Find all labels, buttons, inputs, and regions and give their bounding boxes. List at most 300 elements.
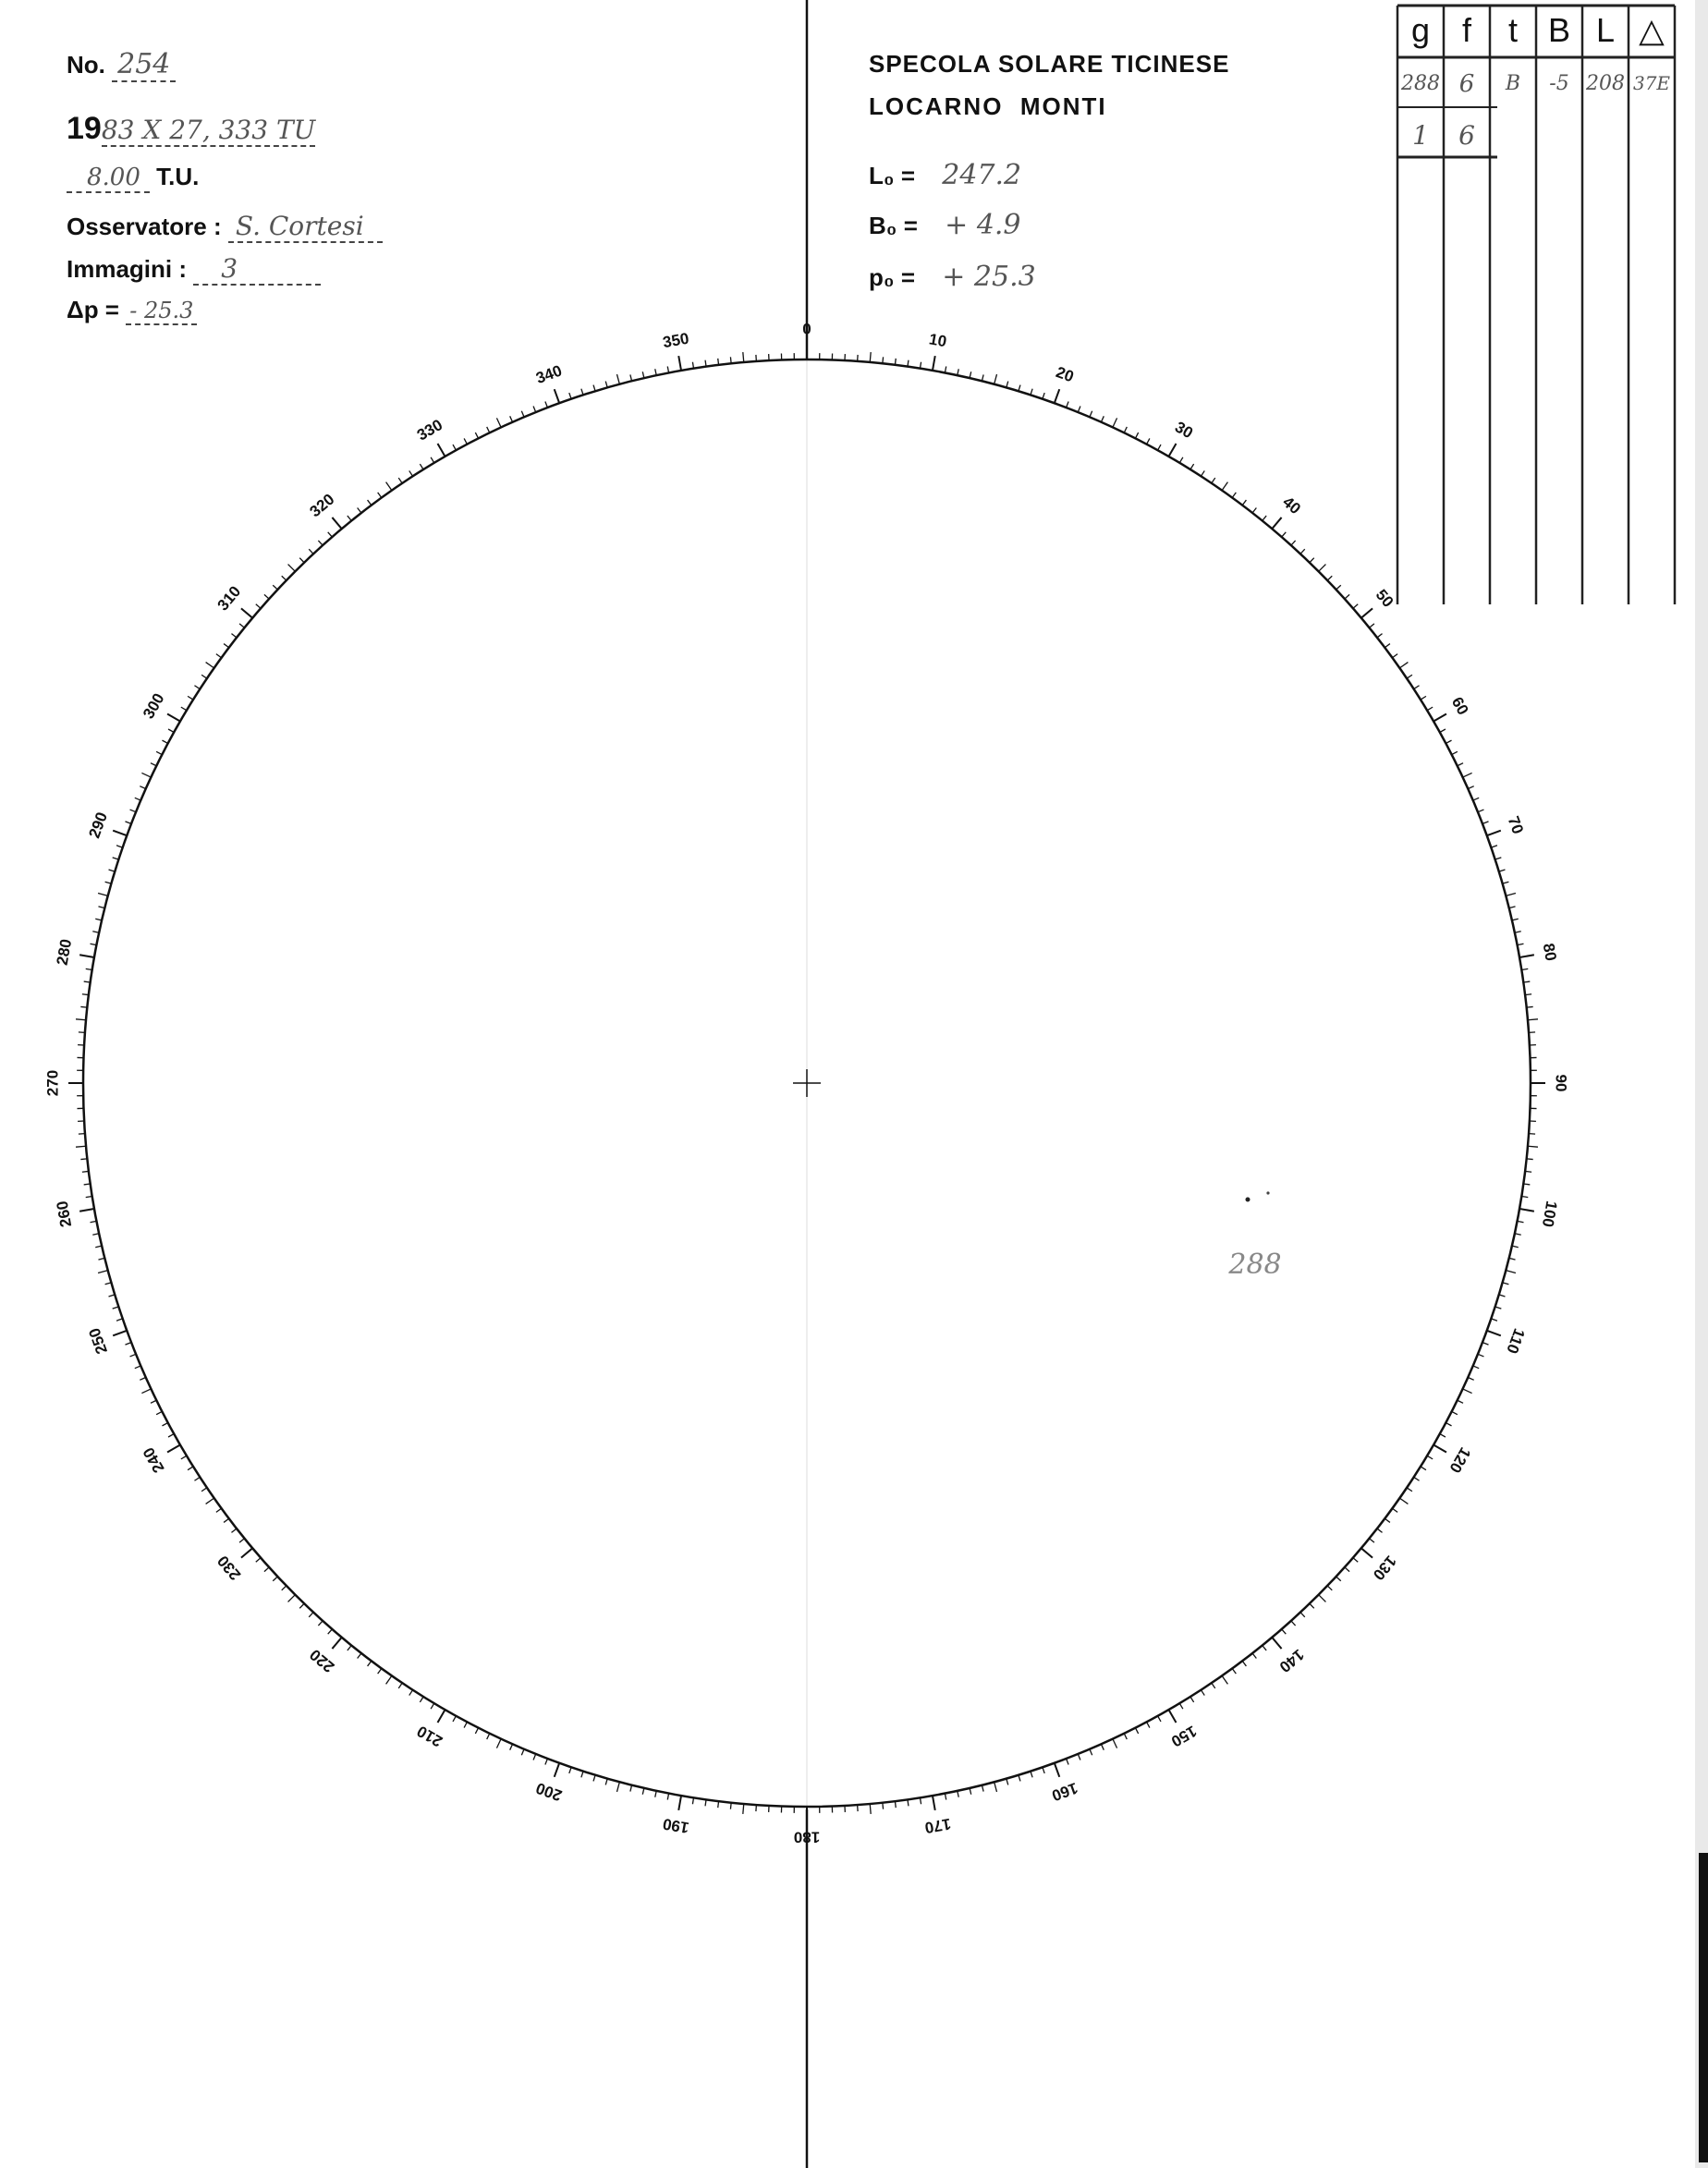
degree-tick xyxy=(1527,1159,1533,1160)
degree-tick xyxy=(496,1739,501,1748)
degree-tick xyxy=(895,359,896,365)
degree-tick xyxy=(288,565,296,572)
degree-label: 90 xyxy=(1552,1074,1570,1092)
degree-tick xyxy=(76,1019,86,1020)
degree-tick xyxy=(616,374,619,384)
degree-tick xyxy=(1528,1146,1538,1147)
degree-tick xyxy=(282,576,287,580)
degree-tick xyxy=(231,634,237,638)
degree-tick xyxy=(1509,907,1516,908)
degree-tick xyxy=(188,696,193,700)
degree-tick xyxy=(510,416,513,421)
degree-tick xyxy=(1310,558,1314,563)
degree-tick xyxy=(1232,493,1236,498)
degree-tick xyxy=(581,1772,583,1778)
degree-tick xyxy=(130,810,136,812)
degree-tick xyxy=(1452,751,1458,754)
degree-tick xyxy=(593,385,595,392)
degree-tick xyxy=(1242,1661,1246,1666)
degree-tick xyxy=(201,675,207,678)
degree-tick xyxy=(201,1488,207,1492)
degree-tick xyxy=(475,432,478,438)
record-number-value: 254 xyxy=(112,48,176,82)
degree-label: 230 xyxy=(214,1552,245,1584)
degree-tick xyxy=(616,1782,619,1792)
degree-tick xyxy=(1055,389,1059,403)
degree-tick xyxy=(378,493,382,498)
degree-tick xyxy=(1242,500,1246,505)
degree-tick xyxy=(1212,478,1215,483)
degree-label: 20 xyxy=(1053,363,1077,386)
degree-tick xyxy=(256,604,261,609)
degree-tick xyxy=(1300,1613,1305,1617)
degree-tick xyxy=(168,729,174,732)
degree-tick xyxy=(1377,634,1383,638)
degree-tick xyxy=(1336,585,1341,590)
degree-tick xyxy=(1525,994,1531,995)
degree-tick xyxy=(1135,1728,1138,1734)
l0-label: L₀ = xyxy=(869,162,916,189)
degree-tick xyxy=(358,507,361,513)
degree-tick xyxy=(358,1653,361,1659)
degree-tick xyxy=(1446,740,1451,743)
degree-tick xyxy=(80,1159,87,1160)
degree-tick xyxy=(151,1400,156,1403)
degree-tick xyxy=(1263,1646,1266,1650)
degree-tick xyxy=(98,1258,104,1260)
degree-tick xyxy=(655,1791,656,1797)
degree-tick xyxy=(630,374,632,381)
degree-tick xyxy=(1399,663,1408,668)
degree-label: 50 xyxy=(1372,586,1397,611)
degree-tick xyxy=(82,1171,89,1172)
degree-tick xyxy=(630,1785,632,1792)
degree-tick xyxy=(475,1728,478,1734)
table-cell: 1 xyxy=(1412,120,1429,151)
degree-tick xyxy=(125,1343,131,1346)
table-cell: 208 xyxy=(1586,72,1625,95)
degree-tick xyxy=(1272,1638,1281,1649)
sunspot xyxy=(1246,1198,1250,1202)
degree-tick xyxy=(1458,1400,1463,1403)
degree-tick xyxy=(431,457,434,463)
degree-tick xyxy=(1421,1467,1426,1470)
table-header-f: f xyxy=(1461,11,1471,49)
degree-tick xyxy=(113,1331,127,1335)
degree-tick xyxy=(109,1295,116,1297)
degree-tick xyxy=(1310,1603,1314,1608)
degree-tick xyxy=(1319,1595,1326,1602)
degree-label: 320 xyxy=(306,490,338,521)
p0-label: p₀ = xyxy=(869,263,916,291)
degree-tick xyxy=(1446,1423,1451,1426)
degree-tick xyxy=(105,882,112,883)
degree-label: 170 xyxy=(923,1814,953,1837)
degree-tick xyxy=(1482,1343,1489,1346)
degree-tick xyxy=(135,1366,140,1369)
degree-label: 160 xyxy=(1049,1779,1080,1805)
degree-tick xyxy=(141,1389,151,1394)
table-header-b: B xyxy=(1547,11,1570,49)
degree-tick xyxy=(431,1703,434,1709)
degree-tick xyxy=(1399,1498,1408,1504)
degree-tick xyxy=(113,831,127,835)
degree-tick xyxy=(368,1661,372,1666)
degree-tick xyxy=(309,1613,313,1617)
degree-tick xyxy=(76,1146,86,1147)
degree-tick xyxy=(1414,686,1420,689)
degree-tick xyxy=(1392,654,1397,658)
degree-tick xyxy=(256,1558,261,1563)
degree-tick xyxy=(1190,464,1194,469)
degree-tick xyxy=(1499,870,1506,871)
degree-tick xyxy=(970,371,971,378)
table-header-g: g xyxy=(1410,11,1431,49)
degree-label: 340 xyxy=(533,361,565,387)
degree-tick xyxy=(116,1319,123,1321)
sunspot-group-label: 288 xyxy=(1228,1248,1282,1281)
degree-tick xyxy=(464,438,467,444)
degree-tick xyxy=(1495,858,1502,859)
degree-tick xyxy=(1147,438,1150,444)
degree-tick xyxy=(545,401,548,408)
degree-tick xyxy=(1377,1529,1383,1532)
degree-label: 270 xyxy=(43,1069,62,1097)
degree-tick xyxy=(348,516,351,520)
degree-tick xyxy=(206,663,214,668)
degree-tick xyxy=(1361,1548,1372,1557)
degree-tick xyxy=(282,1586,287,1590)
degree-tick xyxy=(1124,427,1127,432)
degree-tick xyxy=(168,1434,174,1437)
degree-tick xyxy=(1463,1389,1472,1394)
degree-tick xyxy=(1407,675,1412,678)
degree-tick xyxy=(332,1638,341,1649)
degree-label: 30 xyxy=(1172,418,1196,443)
degree-tick xyxy=(130,1354,136,1357)
degree-tick xyxy=(95,1246,102,1248)
degree-tick xyxy=(1440,1434,1446,1437)
degree-tick xyxy=(1179,457,1183,463)
degree-tick xyxy=(521,411,524,417)
b0-label: B₀ = xyxy=(869,212,918,239)
degree-tick xyxy=(1512,919,1519,920)
degree-tick xyxy=(1499,1295,1506,1297)
degree-tick xyxy=(655,369,656,375)
degree-tick xyxy=(1370,624,1374,627)
degree-tick xyxy=(521,1749,524,1755)
degree-tick xyxy=(1478,1354,1483,1357)
degree-label: 210 xyxy=(413,1722,446,1751)
degree-tick xyxy=(1385,1518,1390,1522)
degree-label: 120 xyxy=(1446,1443,1475,1477)
degree-tick xyxy=(1252,507,1256,513)
degree-tick xyxy=(453,1716,456,1722)
degree-tick xyxy=(420,464,423,469)
degree-tick xyxy=(1345,594,1349,599)
degree-tick xyxy=(1487,1331,1501,1335)
degree-tick xyxy=(386,1675,392,1684)
degree-tick xyxy=(870,1804,871,1814)
degree-tick xyxy=(1452,1411,1458,1414)
degree-tick xyxy=(318,1621,323,1626)
degree-tick xyxy=(994,374,997,384)
degree-tick xyxy=(1468,786,1473,789)
degree-tick xyxy=(1078,407,1080,412)
degree-tick xyxy=(151,763,156,766)
degree-tick xyxy=(1019,1775,1020,1782)
degree-tick xyxy=(1222,1675,1227,1684)
degree-tick xyxy=(1473,1366,1479,1369)
degree-tick xyxy=(288,1595,296,1602)
b0-value: + 4.9 xyxy=(945,209,1021,241)
observatory-location: LOCARNO MONTI xyxy=(869,92,1107,120)
degree-tick xyxy=(1353,604,1358,609)
sunspot xyxy=(1266,1191,1269,1194)
degree-tick xyxy=(933,356,935,371)
degree-tick xyxy=(1482,822,1489,824)
degree-tick xyxy=(1113,1739,1117,1748)
degree-tick xyxy=(206,1498,214,1504)
degree-tick xyxy=(1407,1488,1412,1492)
degree-tick xyxy=(109,870,116,871)
degree-tick xyxy=(299,1603,304,1608)
degree-tick xyxy=(1392,1508,1397,1512)
degree-tick xyxy=(409,1690,413,1696)
degree-tick xyxy=(545,1759,548,1765)
degree-tick xyxy=(883,357,884,363)
degree-tick xyxy=(95,919,102,920)
degree-tick xyxy=(555,1763,559,1777)
degree-label: 350 xyxy=(661,329,690,352)
degree-tick xyxy=(140,786,145,789)
degree-tick xyxy=(162,740,167,743)
degree-tick xyxy=(1282,1629,1287,1634)
degree-tick xyxy=(378,1668,382,1674)
degree-tick xyxy=(1421,696,1426,700)
degree-tick xyxy=(1055,1763,1059,1777)
degree-tick xyxy=(264,594,269,599)
degree-label: 280 xyxy=(53,937,76,967)
degree-tick xyxy=(80,1006,87,1007)
degree-tick xyxy=(241,1548,252,1557)
degree-tick xyxy=(398,478,402,483)
degree-tick xyxy=(510,1744,513,1749)
degree-tick xyxy=(1512,1246,1519,1248)
degree-tick xyxy=(1370,1539,1374,1542)
degree-tick xyxy=(1090,411,1092,417)
degree-tick xyxy=(1101,416,1104,421)
time-value: 8.00 xyxy=(67,164,150,193)
degree-tick xyxy=(386,482,392,491)
degree-tick xyxy=(593,1775,595,1782)
degree-tick xyxy=(1361,608,1372,617)
record-number-label: No. xyxy=(67,51,105,79)
table-cell: 288 xyxy=(1401,72,1440,95)
degree-tick xyxy=(241,608,252,617)
degree-tick xyxy=(1212,1683,1215,1688)
degree-tick xyxy=(438,444,445,457)
table-cell: -5 xyxy=(1549,72,1569,95)
degree-tick xyxy=(1506,893,1516,895)
degree-tick xyxy=(194,1477,200,1480)
degree-tick xyxy=(569,1767,571,1773)
degree-label: 240 xyxy=(139,1443,168,1477)
table-cell: B xyxy=(1505,72,1521,95)
degree-tick xyxy=(1336,1577,1341,1581)
degree-label: 130 xyxy=(1369,1552,1400,1584)
degree-tick xyxy=(1319,565,1326,572)
degree-tick xyxy=(933,1796,935,1810)
degree-tick xyxy=(1031,1772,1032,1778)
degree-tick xyxy=(216,654,222,658)
degree-tick xyxy=(1272,518,1281,529)
degree-tick xyxy=(1414,1477,1420,1480)
degree-tick xyxy=(642,1788,644,1795)
degree-tick xyxy=(1019,385,1020,392)
degree-tick xyxy=(1491,1319,1497,1321)
degree-tick xyxy=(1190,1697,1194,1702)
degree-tick xyxy=(1031,389,1032,396)
degree-tick xyxy=(1101,1744,1104,1749)
degree-tick xyxy=(1434,1445,1446,1453)
degree-tick xyxy=(1169,1710,1177,1723)
date-prefix: 19 xyxy=(67,111,102,146)
degree-tick xyxy=(231,1529,237,1532)
degree-tick xyxy=(140,1377,145,1380)
degree-label: 250 xyxy=(85,1325,111,1357)
degree-tick xyxy=(994,1782,997,1792)
degree-tick xyxy=(1503,1283,1509,1285)
degree-tick xyxy=(1201,470,1204,476)
degree-tick xyxy=(496,418,501,427)
images-value: 3 xyxy=(193,253,321,286)
degree-tick xyxy=(883,1803,884,1809)
degree-tick xyxy=(409,470,413,476)
degree-tick xyxy=(1263,516,1266,520)
scan-edge xyxy=(1695,0,1708,2168)
degree-tick xyxy=(79,1209,94,1212)
degree-tick xyxy=(1528,1019,1538,1020)
degree-tick xyxy=(970,1788,971,1795)
degree-tick xyxy=(332,518,341,529)
degree-tick xyxy=(1327,576,1332,580)
degree-tick xyxy=(1478,810,1483,812)
degree-tick xyxy=(1491,846,1497,847)
degree-label: 300 xyxy=(139,689,168,723)
degree-tick xyxy=(1519,1209,1534,1212)
degree-tick xyxy=(1067,401,1069,408)
degree-label: 220 xyxy=(306,1645,338,1676)
degree-tick xyxy=(398,1683,402,1688)
degree-tick xyxy=(982,1785,983,1792)
degree-tick xyxy=(605,382,607,388)
degree-tick xyxy=(487,427,490,432)
degree-tick xyxy=(188,1467,193,1470)
degree-tick xyxy=(1067,1759,1069,1765)
observer-label: Osservatore : xyxy=(67,213,222,240)
degree-tick xyxy=(533,1754,536,1760)
degree-tick xyxy=(642,371,644,378)
degree-tick xyxy=(1090,1749,1092,1755)
degree-label: 140 xyxy=(1275,1645,1308,1676)
degree-tick xyxy=(239,1539,244,1542)
degree-tick xyxy=(1043,1767,1044,1773)
degree-tick xyxy=(1300,549,1305,554)
degree-tick xyxy=(1427,707,1433,711)
degree-tick xyxy=(116,846,123,847)
degree-tick xyxy=(239,624,244,627)
degree-tick xyxy=(718,359,719,365)
degree-tick xyxy=(1345,1567,1349,1572)
date-value: 83 X 27, 333 TU xyxy=(101,115,316,145)
degree-tick xyxy=(870,352,871,362)
degree-tick xyxy=(1473,798,1479,800)
degree-label: 310 xyxy=(214,582,245,615)
degree-tick xyxy=(1158,445,1161,450)
degree-tick xyxy=(1458,763,1463,766)
degree-tick xyxy=(1043,393,1044,399)
observer-value: S. Cortesi xyxy=(228,211,383,243)
degree-tick xyxy=(895,1801,896,1808)
table-header-t: t xyxy=(1507,11,1518,49)
degree-label: 200 xyxy=(533,1779,565,1805)
degree-tick xyxy=(718,1801,719,1808)
time-unit: T.U. xyxy=(156,163,200,190)
degree-tick xyxy=(194,686,200,689)
degree-tick xyxy=(368,500,372,505)
degree-tick xyxy=(156,1411,162,1414)
p0-value: + 25.3 xyxy=(942,261,1036,293)
degree-tick xyxy=(113,1307,119,1309)
degree-tick xyxy=(605,1779,607,1785)
degree-label: 40 xyxy=(1279,493,1304,518)
degree-tick xyxy=(1385,644,1390,648)
degree-tick xyxy=(309,549,313,554)
degree-tick xyxy=(348,1646,351,1650)
degree-label: 290 xyxy=(85,810,111,841)
degree-tick xyxy=(420,1697,423,1702)
degree-tick xyxy=(1427,1455,1433,1459)
degree-tick xyxy=(273,585,277,590)
degree-tick xyxy=(581,389,583,396)
degree-label: 260 xyxy=(53,1200,76,1229)
degree-tick xyxy=(156,751,162,754)
observatory-name: SPECOLA SOLARE TICINESE xyxy=(869,50,1230,78)
degree-tick xyxy=(1525,1171,1531,1172)
degree-label: 150 xyxy=(1167,1722,1201,1751)
degree-tick xyxy=(1468,1377,1473,1380)
degree-tick xyxy=(743,352,744,362)
degree-tick xyxy=(1113,418,1117,427)
degree-tick xyxy=(1291,541,1296,545)
degree-tick xyxy=(464,1722,467,1727)
degree-tick xyxy=(453,445,456,450)
table-cell: 6 xyxy=(1458,70,1475,98)
degree-tick xyxy=(1487,831,1501,835)
images-label: Immagini : xyxy=(67,255,188,283)
degree-tick xyxy=(1078,1754,1080,1760)
degree-label: 10 xyxy=(927,330,948,351)
table-header-delta: △ xyxy=(1639,11,1665,49)
degree-tick xyxy=(318,541,323,545)
degree-tick xyxy=(1135,432,1138,438)
degree-tick xyxy=(273,1577,277,1581)
degree-tick xyxy=(743,1804,744,1814)
degree-tick xyxy=(328,532,333,537)
degree-tick xyxy=(1463,773,1472,777)
degree-tick xyxy=(98,907,104,908)
